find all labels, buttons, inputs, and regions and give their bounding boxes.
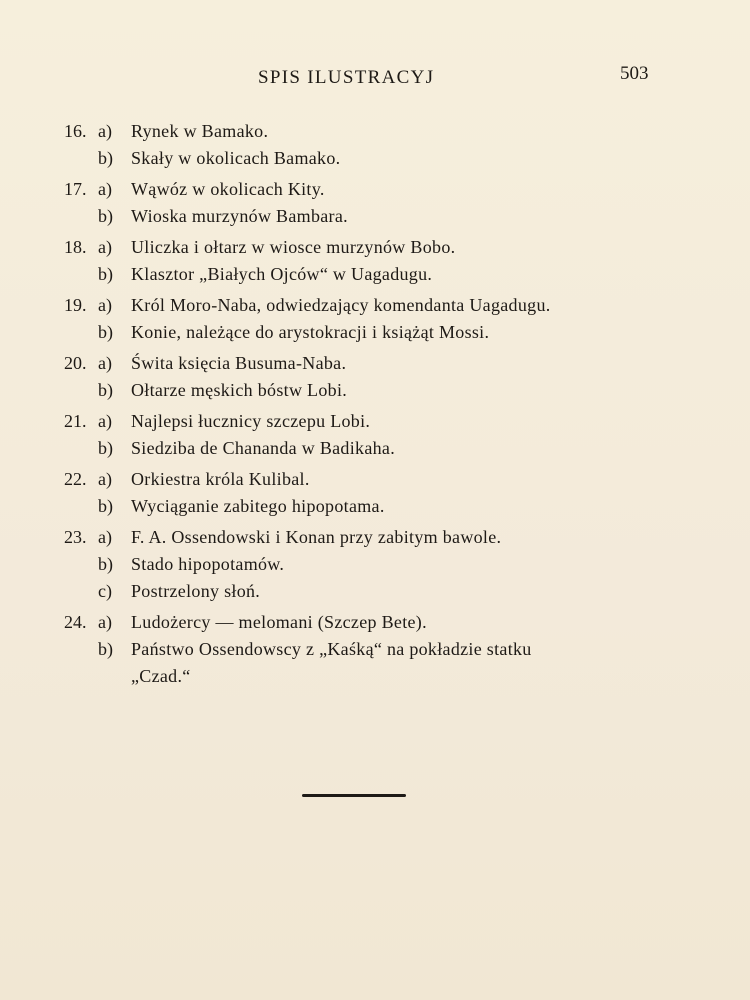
item-letter: a) <box>98 469 112 489</box>
entry-number: 20. <box>64 353 87 373</box>
item-caption: F. A. Ossendowski i Konan przy zabitym bawole. <box>131 527 502 547</box>
item-letter: c) <box>98 581 112 601</box>
entry-number: 19. <box>64 295 87 315</box>
list-entry-16 <box>0 118 750 172</box>
item-letter: a) <box>98 237 112 257</box>
item-caption: Wioska murzynów Bambara. <box>131 206 348 226</box>
item-letter: b) <box>98 554 113 574</box>
page-number: 503 <box>620 63 649 84</box>
list-entry-17 <box>0 176 750 230</box>
list-item <box>0 292 750 319</box>
list-item <box>0 551 750 578</box>
end-ornament-rule <box>302 794 406 797</box>
item-caption: Król Moro-Naba, odwiedzający komendanta Uagadugu. <box>131 295 551 315</box>
list-entry-18 <box>0 234 750 288</box>
list-entry-19 <box>0 292 750 346</box>
item-caption-continuation-line <box>0 663 750 690</box>
list-entry-20 <box>0 350 750 404</box>
item-caption: Wąwóz w okolicach Kity. <box>131 179 325 199</box>
item-caption: Orkiestra króla Kulibal. <box>131 469 310 489</box>
item-letter: b) <box>98 322 113 342</box>
running-header <box>0 64 750 92</box>
list-item <box>0 636 750 663</box>
item-caption: Skały w okolicach Bamako. <box>131 148 341 168</box>
item-caption: Konie, należące do arystokracji i książąt Mossi. <box>131 322 490 342</box>
illustration-list <box>0 118 750 694</box>
item-letter: a) <box>98 121 112 141</box>
item-letter: a) <box>98 411 112 431</box>
list-entry-23 <box>0 524 750 605</box>
list-item <box>0 408 750 435</box>
item-letter: b) <box>98 380 113 400</box>
item-caption: Wyciąganie zabitego hipopotama. <box>131 496 385 516</box>
item-caption: Państwo Ossendowscy z „Kaśką“ na pokładzie statku <box>131 639 532 659</box>
item-caption: Postrzelony słoń. <box>131 581 261 601</box>
list-item <box>0 261 750 288</box>
list-item <box>0 435 750 462</box>
item-caption: Ludożercy — melomani (Szczep Bete). <box>131 612 427 632</box>
item-letter: a) <box>98 295 112 315</box>
page-title: SPIS ILUSTRACYJ <box>258 67 435 88</box>
list-item <box>0 203 750 230</box>
item-letter: a) <box>98 353 112 373</box>
item-caption: Stado hipopotamów. <box>131 554 285 574</box>
item-caption: Ołtarze męskich bóstw Lobi. <box>131 380 348 400</box>
list-entry-22 <box>0 466 750 520</box>
item-letter: b) <box>98 148 113 168</box>
entry-number: 22. <box>64 469 87 489</box>
entry-number: 17. <box>64 179 87 199</box>
entry-number: 24. <box>64 612 87 632</box>
list-item <box>0 350 750 377</box>
item-letter: a) <box>98 179 112 199</box>
list-item <box>0 609 750 636</box>
item-letter: b) <box>98 264 113 284</box>
list-item <box>0 466 750 493</box>
item-letter: b) <box>98 206 113 226</box>
item-caption: Klasztor „Białych Ojców“ w Uagadugu. <box>131 264 433 284</box>
item-letter: b) <box>98 639 113 659</box>
list-item <box>0 377 750 404</box>
entry-number: 18. <box>64 237 87 257</box>
list-entry-24 <box>0 609 750 690</box>
item-caption: Siedziba de Chananda w Badikaha. <box>131 438 396 458</box>
entry-number: 21. <box>64 411 87 431</box>
list-item <box>0 176 750 203</box>
item-caption: Uliczka i ołtarz w wiosce murzynów Bobo. <box>131 237 456 257</box>
list-item <box>0 145 750 172</box>
list-item <box>0 578 750 605</box>
list-item <box>0 319 750 346</box>
list-item <box>0 493 750 520</box>
item-caption: Najlepsi łucznicy szczepu Lobi. <box>131 411 371 431</box>
list-entry-21 <box>0 408 750 462</box>
item-letter: a) <box>98 612 112 632</box>
entry-number: 16. <box>64 121 87 141</box>
item-letter: b) <box>98 438 113 458</box>
list-item <box>0 234 750 261</box>
item-letter: a) <box>98 527 112 547</box>
entry-number: 23. <box>64 527 87 547</box>
list-item <box>0 524 750 551</box>
list-item <box>0 118 750 145</box>
item-letter: b) <box>98 496 113 516</box>
item-caption: Rynek w Bamako. <box>131 121 269 141</box>
item-caption: Świta księcia Busuma-Naba. <box>131 353 347 373</box>
item-caption-continuation: „Czad.“ <box>131 666 191 686</box>
